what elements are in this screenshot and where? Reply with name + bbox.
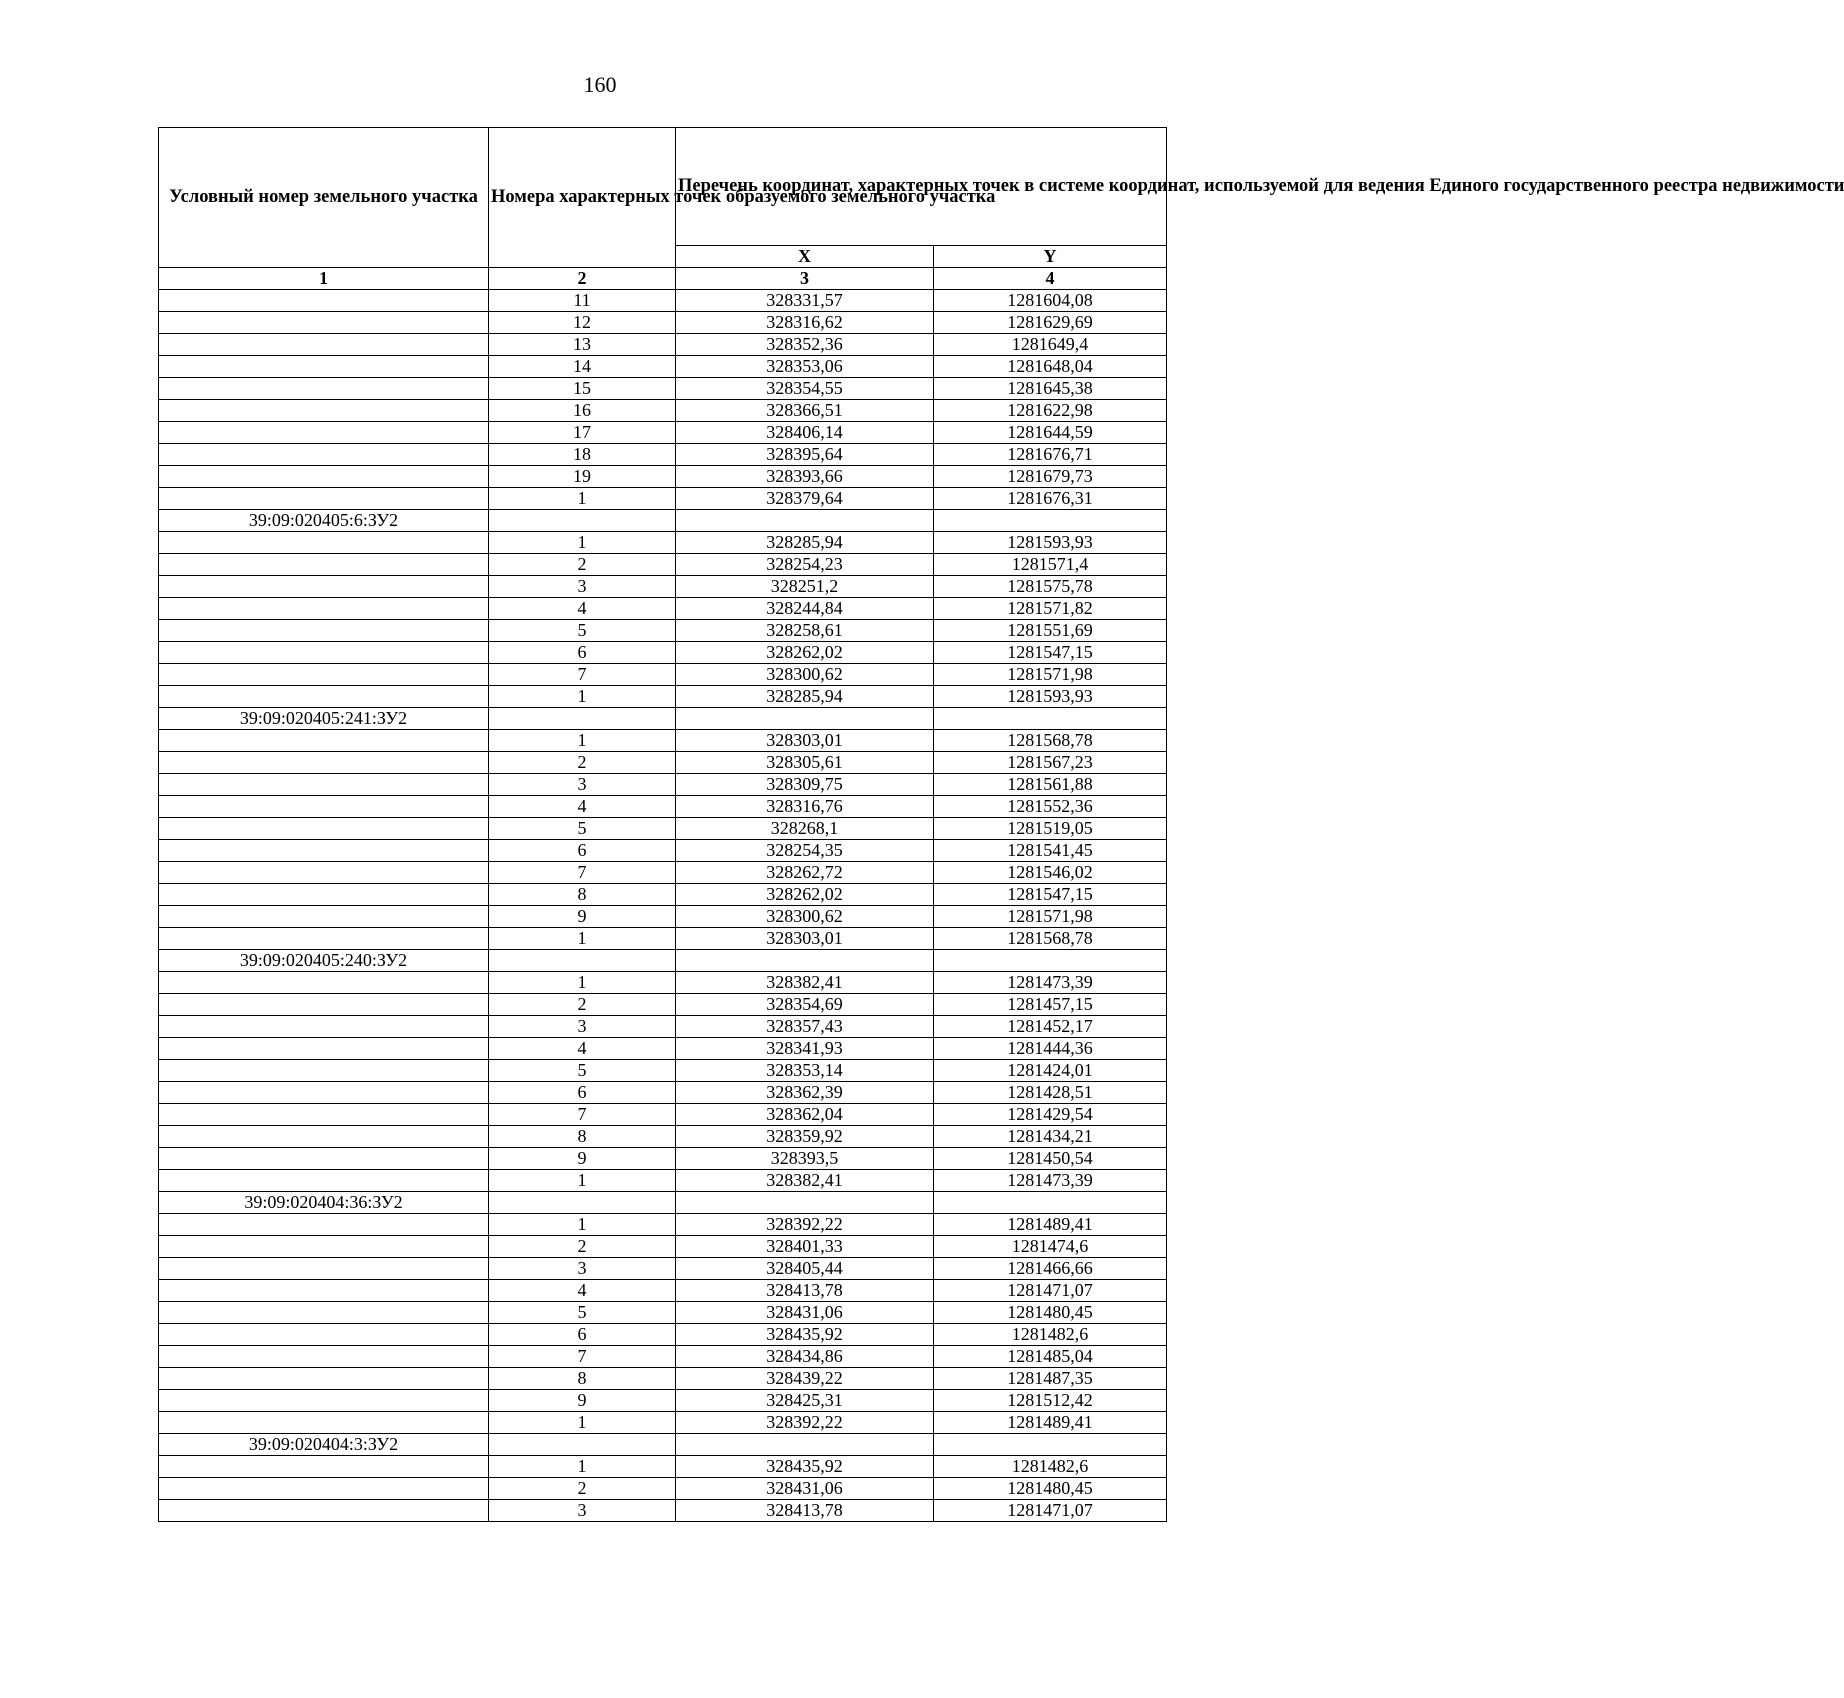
table-row — [159, 950, 1167, 972]
x-coordinate-cell: 328413,78 — [676, 1280, 934, 1302]
parcel-cell — [159, 466, 489, 488]
x-coordinate-cell: 328413,78 — [676, 1500, 934, 1522]
y-coordinate-cell: 1281568,78 — [934, 928, 1167, 950]
parcel-cell — [159, 532, 489, 554]
table-row — [159, 664, 1167, 686]
point-number-cell: 1 — [489, 1412, 676, 1434]
header-x: X — [676, 246, 934, 268]
table-row — [159, 642, 1167, 664]
parcel-cell — [159, 1236, 489, 1258]
x-coordinate-cell: 328395,64 — [676, 444, 934, 466]
x-coordinate-cell: 328254,23 — [676, 554, 934, 576]
parcel-cell: 39:09:020405:241:ЗУ2 — [159, 708, 489, 730]
x-coordinate-cell: 328254,35 — [676, 840, 934, 862]
point-number-cell: 14 — [489, 356, 676, 378]
y-coordinate-cell: 1281571,98 — [934, 664, 1167, 686]
x-coordinate-cell: 328401,33 — [676, 1236, 934, 1258]
header-parcel-number: Условный номер земельного участка — [159, 128, 489, 268]
parcel-cell — [159, 928, 489, 950]
table-row — [159, 1412, 1167, 1434]
table-row — [159, 620, 1167, 642]
x-coordinate-cell: 328268,1 — [676, 818, 934, 840]
parcel-cell — [159, 1368, 489, 1390]
table-row — [159, 532, 1167, 554]
x-coordinate-cell: 328359,92 — [676, 1126, 934, 1148]
header-coordinates-list: Перечень координат, характерных точек в системе координат, используемой для ведения Единого государственного реестра недвижимости — [676, 128, 1167, 246]
point-number-cell: 8 — [489, 1126, 676, 1148]
y-coordinate-cell: 1281676,31 — [934, 488, 1167, 510]
table-row — [159, 840, 1167, 862]
parcel-cell — [159, 620, 489, 642]
parcel-cell — [159, 1016, 489, 1038]
x-coordinate-cell — [676, 708, 934, 730]
y-coordinate-cell: 1281512,42 — [934, 1390, 1167, 1412]
y-coordinate-cell: 1281452,17 — [934, 1016, 1167, 1038]
parcel-cell — [159, 356, 489, 378]
table-row — [159, 1302, 1167, 1324]
table-body — [159, 290, 1167, 1522]
point-number-cell: 18 — [489, 444, 676, 466]
point-number-cell: 13 — [489, 334, 676, 356]
y-coordinate-cell: 1281622,98 — [934, 400, 1167, 422]
y-coordinate-cell: 1281487,35 — [934, 1368, 1167, 1390]
x-coordinate-cell — [676, 1434, 934, 1456]
point-number-cell: 12 — [489, 312, 676, 334]
x-coordinate-cell: 328316,62 — [676, 312, 934, 334]
x-coordinate-cell: 328300,62 — [676, 906, 934, 928]
parcel-cell: 39:09:020404:3:ЗУ2 — [159, 1434, 489, 1456]
x-coordinate-cell: 328354,55 — [676, 378, 934, 400]
x-coordinate-cell: 328425,31 — [676, 1390, 934, 1412]
x-coordinate-cell — [676, 1192, 934, 1214]
x-coordinate-cell: 328353,06 — [676, 356, 934, 378]
parcel-cell — [159, 1214, 489, 1236]
table-row — [159, 1324, 1167, 1346]
parcel-cell — [159, 642, 489, 664]
point-number-cell: 1 — [489, 488, 676, 510]
table-row — [159, 906, 1167, 928]
table-row — [159, 290, 1167, 312]
point-number-cell: 1 — [489, 928, 676, 950]
y-coordinate-cell: 1281482,6 — [934, 1324, 1167, 1346]
parcel-cell — [159, 488, 489, 510]
y-coordinate-cell: 1281519,05 — [934, 818, 1167, 840]
table-row — [159, 1478, 1167, 1500]
y-coordinate-cell: 1281457,15 — [934, 994, 1167, 1016]
table-row — [159, 1456, 1167, 1478]
y-coordinate-cell: 1281489,41 — [934, 1412, 1167, 1434]
point-number-cell: 8 — [489, 884, 676, 906]
table-row — [159, 1214, 1167, 1236]
point-number-cell: 9 — [489, 1148, 676, 1170]
table-row — [159, 884, 1167, 906]
y-coordinate-cell: 1281649,4 — [934, 334, 1167, 356]
table-row — [159, 488, 1167, 510]
parcel-cell — [159, 1478, 489, 1500]
y-coordinate-cell: 1281645,38 — [934, 378, 1167, 400]
parcel-cell — [159, 686, 489, 708]
y-coordinate-cell: 1281429,54 — [934, 1104, 1167, 1126]
column-number-3: 3 — [676, 268, 934, 290]
point-number-cell: 15 — [489, 378, 676, 400]
point-number-cell: 5 — [489, 1060, 676, 1082]
header-y: Y — [934, 246, 1167, 268]
parcel-cell — [159, 884, 489, 906]
point-number-cell: 5 — [489, 620, 676, 642]
point-number-cell: 5 — [489, 1302, 676, 1324]
point-number-cell: 2 — [489, 994, 676, 1016]
parcel-cell — [159, 598, 489, 620]
parcel-cell — [159, 444, 489, 466]
point-number-cell: 6 — [489, 840, 676, 862]
table-row — [159, 928, 1167, 950]
x-coordinate-cell: 328392,22 — [676, 1412, 934, 1434]
x-coordinate-cell: 328379,64 — [676, 488, 934, 510]
page-number: 160 — [583, 72, 617, 97]
table-row — [159, 774, 1167, 796]
parcel-cell — [159, 840, 489, 862]
table-row — [159, 1038, 1167, 1060]
point-number-cell: 4 — [489, 796, 676, 818]
x-coordinate-cell: 328305,61 — [676, 752, 934, 774]
point-number-cell: 5 — [489, 818, 676, 840]
parcel-cell — [159, 334, 489, 356]
x-coordinate-cell: 328341,93 — [676, 1038, 934, 1060]
x-coordinate-cell: 328262,02 — [676, 642, 934, 664]
point-number-cell: 2 — [489, 1236, 676, 1258]
parcel-cell — [159, 1148, 489, 1170]
point-number-cell: 1 — [489, 1214, 676, 1236]
parcel-cell — [159, 862, 489, 884]
y-coordinate-cell: 1281444,36 — [934, 1038, 1167, 1060]
y-coordinate-cell: 1281473,39 — [934, 1170, 1167, 1192]
parcel-cell — [159, 752, 489, 774]
y-coordinate-cell: 1281571,4 — [934, 554, 1167, 576]
y-coordinate-cell: 1281489,41 — [934, 1214, 1167, 1236]
y-coordinate-cell: 1281541,45 — [934, 840, 1167, 862]
table-row — [159, 1082, 1167, 1104]
point-number-cell: 2 — [489, 752, 676, 774]
x-coordinate-cell — [676, 510, 934, 532]
point-number-cell — [489, 1192, 676, 1214]
x-coordinate-cell: 328366,51 — [676, 400, 934, 422]
table-row — [159, 1346, 1167, 1368]
parcel-cell — [159, 400, 489, 422]
y-coordinate-cell: 1281552,36 — [934, 796, 1167, 818]
y-coordinate-cell: 1281480,45 — [934, 1478, 1167, 1500]
y-coordinate-cell: 1281485,04 — [934, 1346, 1167, 1368]
x-coordinate-cell: 328303,01 — [676, 730, 934, 752]
parcel-cell — [159, 1170, 489, 1192]
x-coordinate-cell: 328357,43 — [676, 1016, 934, 1038]
table-row — [159, 1236, 1167, 1258]
point-number-cell: 17 — [489, 422, 676, 444]
table-row — [159, 554, 1167, 576]
parcel-cell — [159, 1060, 489, 1082]
y-coordinate-cell — [934, 510, 1167, 532]
table-row — [159, 400, 1167, 422]
point-number-cell: 1 — [489, 686, 676, 708]
point-number-cell: 16 — [489, 400, 676, 422]
point-number-cell — [489, 510, 676, 532]
y-coordinate-cell: 1281561,88 — [934, 774, 1167, 796]
point-number-cell: 1 — [489, 1456, 676, 1478]
parcel-cell — [159, 1280, 489, 1302]
y-coordinate-cell: 1281474,6 — [934, 1236, 1167, 1258]
point-number-cell: 8 — [489, 1368, 676, 1390]
x-coordinate-cell: 328362,04 — [676, 1104, 934, 1126]
point-number-cell: 1 — [489, 532, 676, 554]
table-row — [159, 1368, 1167, 1390]
y-coordinate-cell: 1281546,02 — [934, 862, 1167, 884]
x-coordinate-cell: 328431,06 — [676, 1302, 934, 1324]
column-number-4: 4 — [934, 268, 1167, 290]
x-coordinate-cell: 328251,2 — [676, 576, 934, 598]
x-coordinate-cell: 328303,01 — [676, 928, 934, 950]
y-coordinate-cell — [934, 950, 1167, 972]
point-number-cell: 19 — [489, 466, 676, 488]
x-coordinate-cell: 328382,41 — [676, 1170, 934, 1192]
y-coordinate-cell: 1281629,69 — [934, 312, 1167, 334]
point-number-cell: 2 — [489, 554, 676, 576]
x-coordinate-cell: 328393,5 — [676, 1148, 934, 1170]
table-row — [159, 1280, 1167, 1302]
table-row — [159, 796, 1167, 818]
x-coordinate-cell — [676, 950, 934, 972]
table-row — [159, 356, 1167, 378]
x-coordinate-cell: 328435,92 — [676, 1324, 934, 1346]
x-coordinate-cell: 328300,62 — [676, 664, 934, 686]
y-coordinate-cell — [934, 1434, 1167, 1456]
column-number-2: 2 — [489, 268, 676, 290]
table-row — [159, 598, 1167, 620]
parcel-cell — [159, 1038, 489, 1060]
column-number-1: 1 — [159, 268, 489, 290]
table-row — [159, 752, 1167, 774]
y-coordinate-cell: 1281471,07 — [934, 1280, 1167, 1302]
point-number-cell: 7 — [489, 1104, 676, 1126]
x-coordinate-cell: 328309,75 — [676, 774, 934, 796]
point-number-cell: 7 — [489, 1346, 676, 1368]
parcel-cell — [159, 774, 489, 796]
table-row — [159, 334, 1167, 356]
table-row — [159, 1434, 1167, 1456]
y-coordinate-cell: 1281480,45 — [934, 1302, 1167, 1324]
x-coordinate-cell: 328353,14 — [676, 1060, 934, 1082]
point-number-cell: 3 — [489, 1016, 676, 1038]
point-number-cell: 9 — [489, 1390, 676, 1412]
parcel-cell — [159, 1500, 489, 1522]
y-coordinate-cell: 1281593,93 — [934, 532, 1167, 554]
parcel-cell — [159, 1412, 489, 1434]
x-coordinate-cell: 328316,76 — [676, 796, 934, 818]
point-number-cell: 2 — [489, 1478, 676, 1500]
point-number-cell: 7 — [489, 862, 676, 884]
x-coordinate-cell: 328285,94 — [676, 532, 934, 554]
parcel-cell — [159, 1082, 489, 1104]
point-number-cell: 1 — [489, 730, 676, 752]
table-row — [159, 862, 1167, 884]
x-coordinate-cell: 328262,02 — [676, 884, 934, 906]
y-coordinate-cell: 1281571,82 — [934, 598, 1167, 620]
table-row — [159, 1390, 1167, 1412]
parcel-cell: 39:09:020404:36:ЗУ2 — [159, 1192, 489, 1214]
table-row — [159, 972, 1167, 994]
table-row — [159, 312, 1167, 334]
x-coordinate-cell: 328435,92 — [676, 1456, 934, 1478]
x-coordinate-cell: 328331,57 — [676, 290, 934, 312]
x-coordinate-cell: 328352,36 — [676, 334, 934, 356]
y-coordinate-cell: 1281424,01 — [934, 1060, 1167, 1082]
x-coordinate-cell: 328393,66 — [676, 466, 934, 488]
table-row — [159, 994, 1167, 1016]
table-row — [159, 1192, 1167, 1214]
point-number-cell: 3 — [489, 774, 676, 796]
parcel-cell — [159, 422, 489, 444]
table-row — [159, 1258, 1167, 1280]
header-point-numbers: Номера характерных точек образуемого земельного участка — [489, 128, 676, 268]
table-row — [159, 576, 1167, 598]
parcel-cell — [159, 1390, 489, 1412]
y-coordinate-cell: 1281466,66 — [934, 1258, 1167, 1280]
table-row — [159, 686, 1167, 708]
parcel-cell — [159, 1456, 489, 1478]
table-row — [159, 1170, 1167, 1192]
x-coordinate-cell: 328262,72 — [676, 862, 934, 884]
table-row — [159, 708, 1167, 730]
parcel-cell — [159, 906, 489, 928]
point-number-cell: 1 — [489, 1170, 676, 1192]
x-coordinate-cell: 328431,06 — [676, 1478, 934, 1500]
parcel-cell — [159, 576, 489, 598]
x-coordinate-cell: 328439,22 — [676, 1368, 934, 1390]
parcel-cell — [159, 378, 489, 400]
y-coordinate-cell: 1281471,07 — [934, 1500, 1167, 1522]
point-number-cell — [489, 708, 676, 730]
point-number-cell: 1 — [489, 972, 676, 994]
y-coordinate-cell: 1281547,15 — [934, 884, 1167, 906]
parcel-cell — [159, 994, 489, 1016]
point-number-cell: 3 — [489, 1500, 676, 1522]
point-number-cell: 7 — [489, 664, 676, 686]
coordinates-table — [158, 127, 1844, 1522]
y-coordinate-cell: 1281473,39 — [934, 972, 1167, 994]
point-number-cell: 6 — [489, 642, 676, 664]
table-row — [159, 444, 1167, 466]
table-row — [159, 1148, 1167, 1170]
y-coordinate-cell: 1281434,21 — [934, 1126, 1167, 1148]
y-coordinate-cell: 1281428,51 — [934, 1082, 1167, 1104]
y-coordinate-cell: 1281679,73 — [934, 466, 1167, 488]
parcel-cell — [159, 1104, 489, 1126]
parcel-cell — [159, 972, 489, 994]
y-coordinate-cell: 1281644,59 — [934, 422, 1167, 444]
parcel-cell — [159, 554, 489, 576]
table-row — [159, 730, 1167, 752]
table-row — [159, 1060, 1167, 1082]
parcel-cell — [159, 796, 489, 818]
parcel-cell — [159, 1346, 489, 1368]
y-coordinate-cell: 1281593,93 — [934, 686, 1167, 708]
y-coordinate-cell: 1281571,98 — [934, 906, 1167, 928]
y-coordinate-cell: 1281450,54 — [934, 1148, 1167, 1170]
y-coordinate-cell: 1281547,15 — [934, 642, 1167, 664]
parcel-cell — [159, 730, 489, 752]
y-coordinate-cell: 1281676,71 — [934, 444, 1167, 466]
table-row — [159, 510, 1167, 532]
x-coordinate-cell: 328354,69 — [676, 994, 934, 1016]
parcel-cell — [159, 290, 489, 312]
parcel-cell — [159, 1258, 489, 1280]
parcel-cell — [159, 664, 489, 686]
table-row — [159, 1016, 1167, 1038]
parcel-cell: 39:09:020405:6:ЗУ2 — [159, 510, 489, 532]
parcel-cell — [159, 818, 489, 840]
y-coordinate-cell: 1281482,6 — [934, 1456, 1167, 1478]
x-coordinate-cell: 328392,22 — [676, 1214, 934, 1236]
x-coordinate-cell: 328258,61 — [676, 620, 934, 642]
table-row — [159, 1104, 1167, 1126]
point-number-cell: 6 — [489, 1324, 676, 1346]
x-coordinate-cell: 328362,39 — [676, 1082, 934, 1104]
table-row — [159, 378, 1167, 400]
x-coordinate-cell: 328244,84 — [676, 598, 934, 620]
point-number-cell: 11 — [489, 290, 676, 312]
x-coordinate-cell: 328406,14 — [676, 422, 934, 444]
y-coordinate-cell: 1281568,78 — [934, 730, 1167, 752]
y-coordinate-cell: 1281648,04 — [934, 356, 1167, 378]
point-number-cell: 4 — [489, 598, 676, 620]
y-coordinate-cell: 1281551,69 — [934, 620, 1167, 642]
point-number-cell: 4 — [489, 1038, 676, 1060]
table-row — [159, 466, 1167, 488]
point-number-cell: 6 — [489, 1082, 676, 1104]
point-number-cell — [489, 1434, 676, 1456]
parcel-cell: 39:09:020405:240:ЗУ2 — [159, 950, 489, 972]
y-coordinate-cell: 1281575,78 — [934, 576, 1167, 598]
table-row — [159, 422, 1167, 444]
y-coordinate-cell: 1281567,23 — [934, 752, 1167, 774]
x-coordinate-cell: 328405,44 — [676, 1258, 934, 1280]
parcel-cell — [159, 1324, 489, 1346]
point-number-cell: 3 — [489, 576, 676, 598]
point-number-cell — [489, 950, 676, 972]
parcel-cell — [159, 312, 489, 334]
table-row — [159, 1500, 1167, 1522]
point-number-cell: 4 — [489, 1280, 676, 1302]
x-coordinate-cell: 328434,86 — [676, 1346, 934, 1368]
y-coordinate-cell — [934, 1192, 1167, 1214]
y-coordinate-cell — [934, 708, 1167, 730]
parcel-cell — [159, 1302, 489, 1324]
table-row — [159, 818, 1167, 840]
point-number-cell: 3 — [489, 1258, 676, 1280]
parcel-cell — [159, 1126, 489, 1148]
y-coordinate-cell: 1281604,08 — [934, 290, 1167, 312]
x-coordinate-cell: 328285,94 — [676, 686, 934, 708]
point-number-cell: 9 — [489, 906, 676, 928]
table-row — [159, 1126, 1167, 1148]
x-coordinate-cell: 328382,41 — [676, 972, 934, 994]
